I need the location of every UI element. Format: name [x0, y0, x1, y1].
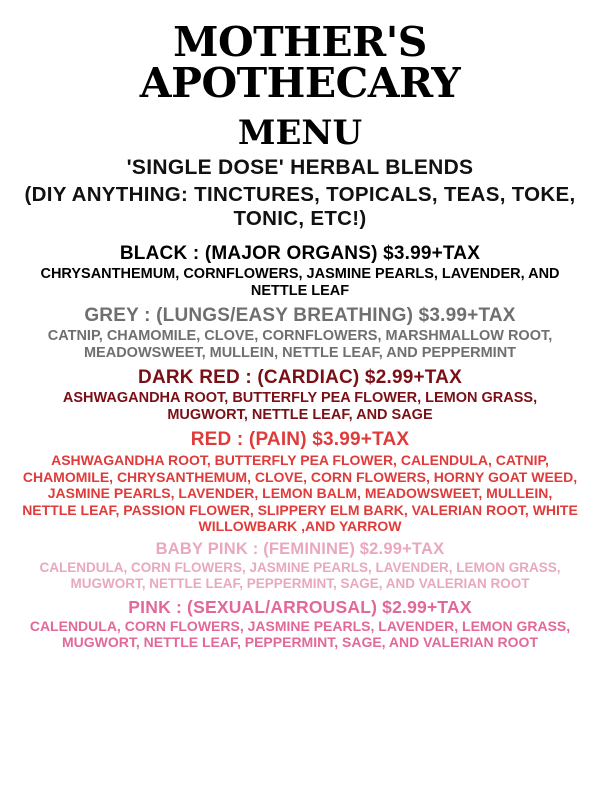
- blend-heading-black: BLACK : (MAJOR ORGANS) $3.99+TAX: [119, 243, 481, 265]
- menu-heading: MENU: [237, 113, 363, 153]
- tagline-line-2: (DIY ANYTHING: TINCTURES, TOPICALS, TEAS, TOKE, TONIC, ETC!): [24, 182, 576, 230]
- blend-item-baby-pink: [10, 540, 590, 592]
- blend-item-grey: [10, 305, 590, 362]
- tagline-line-1: 'SINGLE DOSE' HERBAL BLENDS: [126, 156, 474, 179]
- blend-item-red: [10, 429, 590, 534]
- blend-list: [10, 243, 590, 656]
- tagline: [10, 156, 590, 231]
- blend-ingredients-grey: CATNIP, CHAMOMILE, CLOVE, CORNFLOWERS, MARSHMALLOW ROOT, MEADOWSWEET, MULLEIN, NETTLE LEAF, AND PEPPERMINT: [47, 328, 553, 362]
- blend-heading-pink: PINK : (SEXUAL/ARROUSAL) $2.99+TAX: [128, 596, 472, 617]
- blend-heading-red: RED : (PAIN) $3.99+TAX: [190, 429, 410, 451]
- blend-item-pink: [10, 597, 590, 651]
- blend-heading-dark-red: DARK RED : (CARDIAC) $2.99+TAX: [138, 367, 462, 389]
- blend-ingredients-baby-pink: CALENDULA, CORN FLOWERS, JASMINE PEARLS, LAVENDER, LEMON GRASS, MUGWORT, NETTLE LEAF, PEPPERMINT, SAGE, AND VALERIAN ROOT: [39, 559, 561, 591]
- blend-ingredients-black: CHRYSANTHEMUM, CORNFLOWERS, JASMINE PEARLS, LAVENDER, AND NETTLE LEAF: [40, 265, 560, 300]
- blend-heading-baby-pink: BABY PINK : (FEMININE) $2.99+TAX: [155, 539, 445, 558]
- blend-ingredients-dark-red: ASHWAGANDHA ROOT, BUTTERFLY PEA FLOWER, LEMON GRASS, MUGWORT, NETTLE LEAF, AND SAGE: [62, 390, 538, 424]
- blend-ingredients-red: ASHWAGANDHA ROOT, BUTTERFLY PEA FLOWER, CALENDULA, CATNIP, CHAMOMILE, CHRYSANTHEMUM, CLOVE, CORN FLOWERS, HORNY GOAT WEED, JASMINE PEARLS, LAVENDER, LEMON BALM, MEADOWSWEET, MULLEIN, NETTLE LEAF, PASSION FLOWER, SLIPPERY ELM BARK, VALERIAN ROOT, WHITE WILLOWBARK ,AND YARROW: [22, 452, 578, 535]
- blend-item-black: [10, 243, 590, 300]
- blend-ingredients-pink: CALENDULA, CORN FLOWERS, JASMINE PEARLS, LAVENDER, LEMON GRASS, MUGWORT, NETTLE LEAF, PEPPERMINT, SAGE, AND VALERIAN ROOT: [29, 617, 571, 651]
- blend-item-dark-red: [10, 367, 590, 424]
- blend-heading-grey: GREY : (LUNGS/EASY BREATHING) $3.99+TAX: [84, 305, 516, 327]
- page-title: MOTHER'S APOTHECARY: [139, 18, 461, 107]
